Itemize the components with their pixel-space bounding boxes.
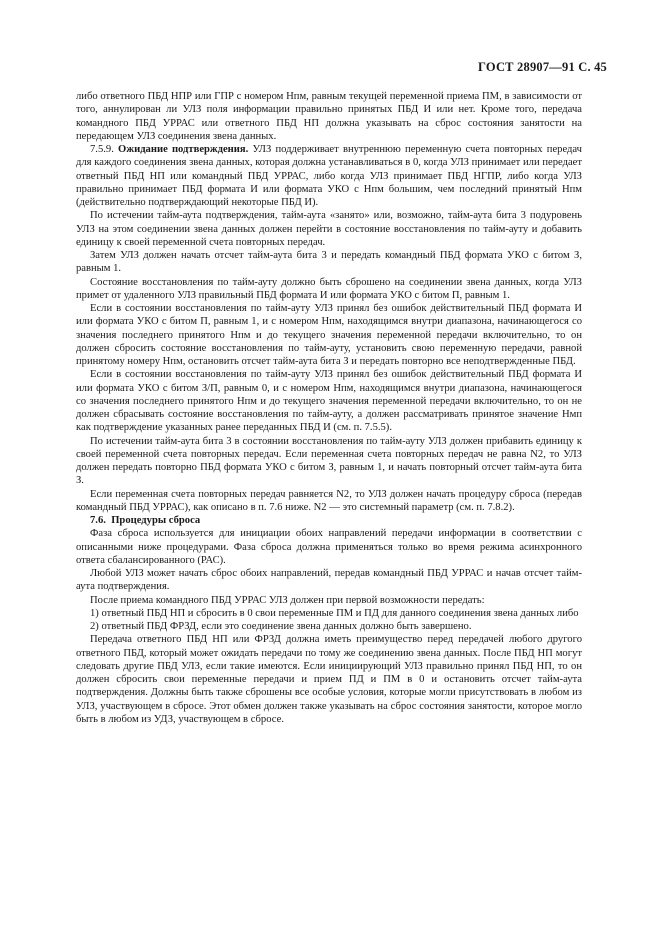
section-number: 7.6. — [90, 515, 106, 526]
paragraph: либо ответного ПБД НПР или ГПР с номером Нпм, равным текущей переменной приема ПМ, в зависимости от того, аннулирован ли УЛЗ поля информации правильно принятых ПБД И или нет. Кроме того, передача командного ПБД УРРАС или ответного ПБД НП должна указывать на сброс состояния занятости на передающем УЛЗ соединения звена данных. — [76, 91, 582, 142]
list-item: 1) ответный ПБД НП и сбросить в 0 свои переменные ПМ и ПД для данного соединения звена данных либо — [90, 607, 579, 619]
document-body — [76, 90, 582, 726]
section-heading-7-6 — [76, 514, 582, 527]
section-title: Ожидание подтверждения. — [118, 144, 249, 155]
paragraph: Если в состоянии восстановления по тайм-ауту УЛЗ принял без ошибок действительный ПБД формата И или формата УКО с битом З/П, равным 0, и с номером Нпм, находящимся внутри диапазона, начинающегося со значения последнего принятого Нпм и до текущего значения переменной передачи включительно, то он не должен сбрасывать состояние восстановления по тайм-ауту, а должен рассматривать принятое значение Нмп как подтверждение указанных ранее переданных ПБД И (см. п. 7.5.5). — [76, 369, 582, 434]
section-number: 7.5.9. — [90, 144, 114, 155]
paragraph: Любой УЛЗ может начать сброс обоих направлений, передав командный ПБД УРРАС и начав отсчет тайм-аута подтверждения. — [76, 568, 582, 593]
section-title: Процедуры сброса — [111, 515, 201, 526]
paragraph: Состояние восстановления по тайм-ауту должно быть сброшено на соединении звена данных, когда УЛЗ примет от удаленного УЛЗ правильный ПБД формата И или формата УКО с битом П, равным 1. — [76, 276, 582, 301]
paragraph: По истечении тайм-аута бита 3 в состоянии восстановления по тайм-ауту УЛЗ должен прибавить единицу к своей переменной счета повторных передач. Если переменная счета повторных передач не равна N2, то УЛЗ должен передать повторно ПБД формата УКО с битом З, равным 1, и начать повторный отсчет тайм-аута бита З. — [76, 435, 582, 487]
paragraph: По истечении тайм-аута подтверждения, тайм-аута «занято» или, возможно, тайм-аута бита 3 подуровень УЛЗ на этом соединении звена данных должен перейти в состояние восстановления по тайм-ауту и добавить единицу к своей переменной счета повторных передач. — [76, 210, 582, 248]
page-header: ГОСТ 28907—91 С. 45 — [478, 60, 607, 74]
paragraph: Затем УЛЗ должен начать отсчет тайм-аута бита 3 и передать командный ПБД формата УКО с битом З, равным 1. — [76, 250, 582, 275]
section-paragraph-7-5-9: 7.5.9. Ожидание подтверждения. УЛЗ поддерживает внутреннюю переменную счета повторных передач для каждого соединения звена данных, которая должна устанавливаться в 0, когда УЛЗ принимает или передает ответный ПБД НП или командный ПБД УРРАС, либо когда УЛЗ принимает ПБД НГПР, либо когда УЛЗ правильно принимает ПБД формата И или формата УКО с Нпм большим, чем последний принятый Нпм (действительно подтверждающий некоторые ПБД И). — [76, 144, 583, 208]
paragraph: Если в состоянии восстановления по тайм-ауту УЛЗ принял без ошибок действительный ПБД формата И или формата УКО с битом П, равным 1, и с номером Нпм, находящимся внутри диапазона, начинающегося со значения последнего принятого Нпм и до текущего значения переменной передачи включительно, то он должен сбросить состояние восстановления по тайм-ауту, установить свою переменную передачи, равной принятому номеру Нпм, остановить отсчет тайм-аута бита З и передать повторно все неподтвержденные ПБД. — [76, 303, 582, 367]
paragraph: Передача ответного ПБД НП или ФРЗД должна иметь преимущество перед передачей любого другого ответного ПБД, который может ожидать передачи по тому же соединению звена данных. После ПБД НП могут следовать другие ПБД УЛЗ, если такие имеются. Если инициирующий УЛЗ правильно принял ПБД НП, то он должен сбросить свои переменные передачи и прием ПД и ПМ в 0 и остановить отсчет тайм-аута подтверждения. Должны быть также сброшены все особые условия, которые могли присутствовать в любом из УЛЗ, участвующем в сбросе. Этот обмен должен также указывать на сброс состояния занятости, которое могло быть в любом из УДЗ, участвующем в сбросе. — [76, 634, 582, 725]
paragraph: Фаза сброса используется для инициации обоих направлений передачи информации в соответствии с описанными ниже процедурами. Фаза сброса должна применяться только во время режима асинхронного ответа сбалансированного (РАС). — [76, 528, 582, 566]
list-item: 2) ответный ПБД ФРЗД, если это соединение звена данных должно быть завершено. — [90, 621, 472, 632]
paragraph: После приема командного ПБД УРРАС УЛЗ должен при первой возможности передать: — [90, 594, 485, 606]
paragraph: Если переменная счета повторных передач равняется N2, то УЛЗ должен начать процедуру сброса (передав командный ПБД УРРАС), как описано в п. 7.6 ниже. N2 — это системный параметр (см. п. 7.8.2). — [76, 488, 582, 513]
